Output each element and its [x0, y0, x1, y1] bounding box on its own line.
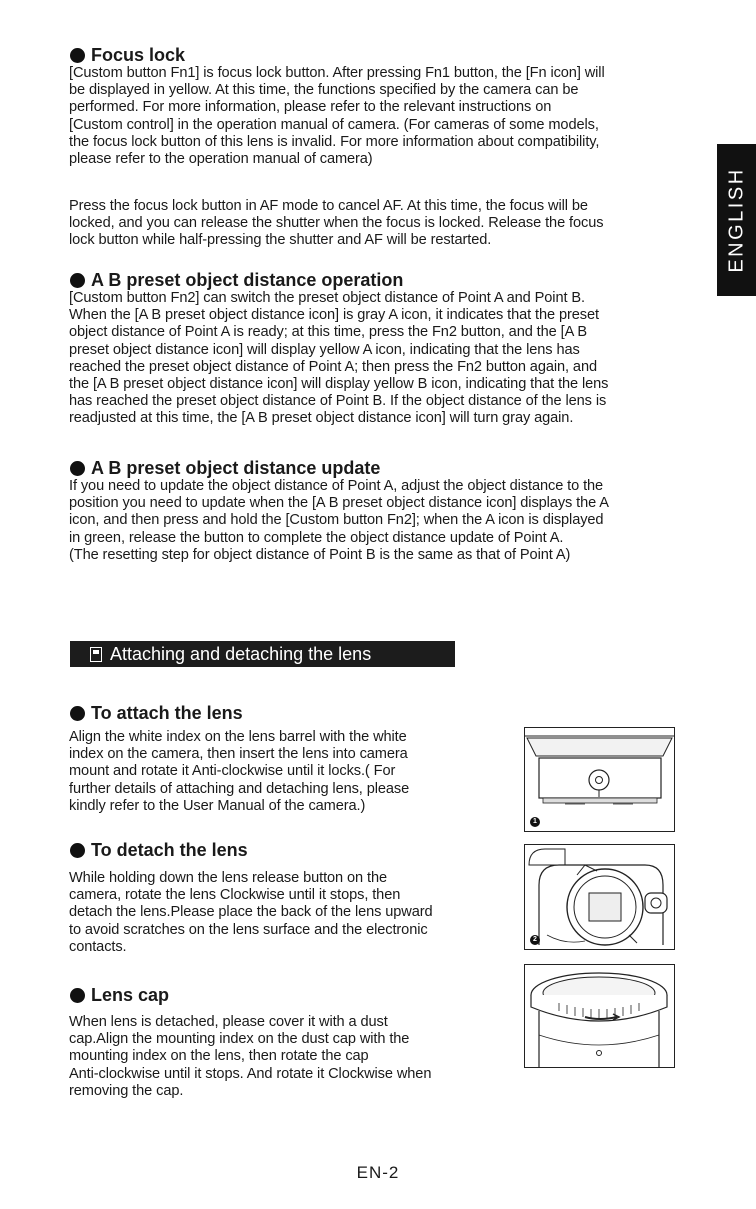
text-line: kindly refer to the User Manual of the camera.) [69, 797, 366, 814]
text-line: has reached the preset object distance of Point B. If the object distance of the lens is [69, 393, 607, 410]
ab-update-title: A B preset object distance update [91, 458, 381, 478]
text-line: mounting index on the lens, then rotate the cap [69, 1048, 369, 1065]
dust-cap-drawing [525, 965, 674, 1067]
ab-update-paragraph [69, 478, 709, 564]
text-line: icon, and then press and hold the [Custom button Fn2]; when the A icon is displayed [69, 512, 604, 529]
text-line: Press the focus lock button in AF mode to cancel AF. At this time, the focus will be [69, 198, 588, 214]
figure-number-2: 2 [530, 935, 540, 945]
text-line: Anti-clockwise until it stops. And rotate it Clockwise when [69, 1065, 432, 1082]
text-line: mount and rotate it Anti-clockwise until it locks.( For [69, 763, 396, 780]
text-line: object distance of Point A is ready; at this time, press the Fn2 button, and the [A B [69, 324, 587, 341]
text-line: (The resetting step for object distance of Point B is the same as that of Point A) [69, 546, 571, 563]
focus-lock-heading [70, 44, 185, 66]
text-line: locked, and you can release the shutter when the focus is locked. Release the focus [69, 215, 604, 232]
attach-title: To attach the lens [91, 703, 243, 723]
language-tab [717, 144, 756, 296]
bullet-icon [70, 706, 85, 721]
text-line: readjusted at this time, the [A B preset object distance icon] will turn gray again. [69, 410, 574, 427]
text-line: detach the lens.Please place the back of the lens upward [69, 904, 433, 921]
lens-attach-drawing [525, 728, 674, 831]
attach-illustration [524, 727, 675, 832]
lens-icon [90, 647, 102, 662]
ab-operation-paragraph [69, 290, 714, 428]
ab-operation-title: A B preset object distance operation [91, 270, 404, 290]
lens-cap-illustration [524, 964, 675, 1068]
ab-operation-heading [70, 269, 403, 291]
text-line: lock button while half-pressing the shutter and AF will be restarted. [69, 232, 492, 249]
text-line: the focus lock button of this lens is invalid. For more information about compatibility, [69, 133, 600, 150]
text-line: When the [A B preset object distance icon] is gray A icon, it indicates that the preset [69, 307, 599, 324]
section-banner-title: Attaching and detaching the lens [110, 643, 372, 664]
text-line: contacts. [69, 938, 127, 955]
text-line: preset object distance icon] will display yellow A icon, indicating that the lens has [69, 341, 580, 358]
section-banner [70, 641, 455, 667]
bullet-icon [70, 988, 85, 1003]
language-tab-label: ENGLISH [725, 167, 747, 273]
attach-heading [70, 702, 243, 724]
text-line: camera, rotate the lens Clockwise until it stops, then [69, 887, 401, 904]
lens-cap-title: Lens cap [91, 985, 170, 1005]
text-line: position you need to update when the [A B preset object distance icon] displays the A [69, 495, 609, 512]
text-line: removing the cap. [69, 1082, 184, 1099]
text-line: reached the preset object distance of Point A; then press the Fn2 button again, and [69, 358, 597, 375]
bullet-icon [70, 843, 85, 858]
text-line: [Custom button Fn1] is focus lock button. After pressing Fn1 button, the [Fn icon] will [69, 65, 605, 81]
detach-paragraph [69, 870, 509, 956]
text-line: While holding down the lens release button on the [69, 870, 388, 886]
text-line: [Custom control] in the operation manual of camera. (For cameras of some models, [69, 116, 599, 133]
camera-mount-drawing [525, 845, 674, 949]
text-line: If you need to update the object distance of Point A, adjust the object distance to the [69, 478, 604, 494]
bullet-icon [70, 273, 85, 288]
bullet-icon [70, 461, 85, 476]
text-line: index on the camera, then insert the lens into camera [69, 746, 408, 763]
text-line: [Custom button Fn2] can switch the preset object distance of Point A and Point B. [69, 290, 585, 306]
focus-lock-paragraph-2 [69, 198, 709, 250]
text-line: to avoid scratches on the lens surface and the electronic [69, 921, 428, 938]
ab-update-heading [70, 457, 380, 479]
text-line: be displayed in yellow. At this time, the functions specified by the camera can be [69, 82, 579, 99]
attach-paragraph [69, 729, 509, 815]
text-line: Align the white index on the lens barrel with the white [69, 729, 407, 745]
lens-cap-heading [70, 984, 169, 1006]
text-line: cap.Align the mounting index on the dust cap with the [69, 1031, 410, 1048]
text-line: please refer to the operation manual of camera) [69, 151, 373, 168]
focus-lock-paragraph [69, 65, 709, 168]
figure-number-1: 1 [530, 817, 540, 827]
detach-illustration [524, 844, 675, 950]
page-number: EN-2 [356, 1163, 400, 1182]
detach-heading [70, 839, 248, 861]
bullet-icon [70, 48, 85, 63]
text-line: the [A B preset object distance icon] will display yellow B icon, indicating that the lens [69, 376, 609, 393]
text-line: in green, release the button to complete the object distance update of Point A. [69, 529, 564, 546]
focus-lock-title: Focus lock [91, 45, 186, 65]
text-line: performed. For more information, please refer to the relevant instructions on [69, 99, 552, 116]
text-line: further details of attaching and detaching lens, please [69, 780, 410, 797]
lens-cap-paragraph [69, 1014, 509, 1100]
text-line: When lens is detached, please cover it with a dust [69, 1014, 388, 1030]
detach-title: To detach the lens [91, 840, 248, 860]
